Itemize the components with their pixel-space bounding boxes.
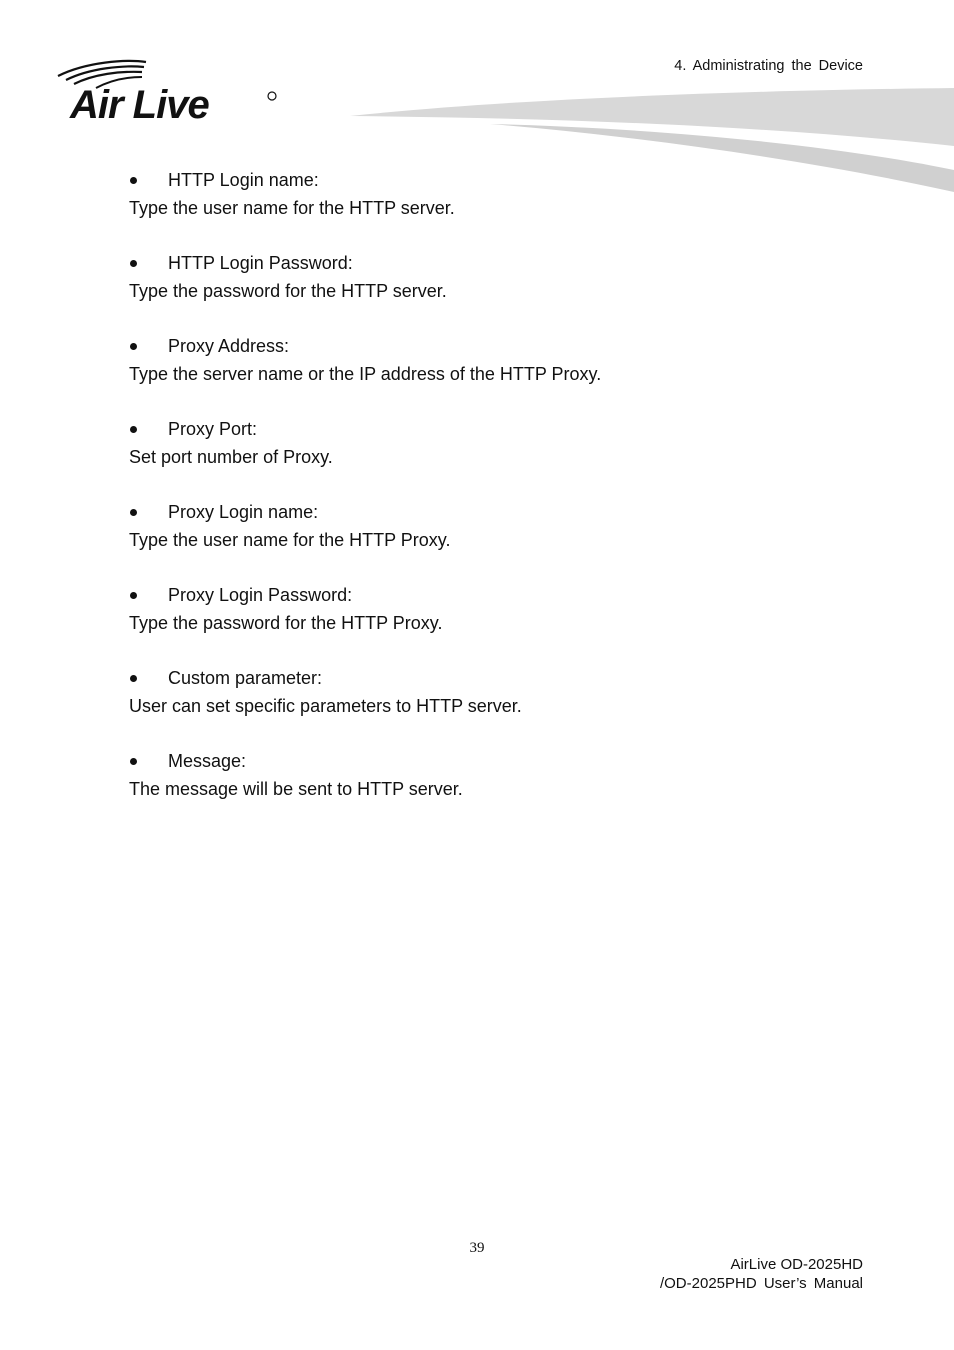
list-item xyxy=(129,333,869,389)
item-term: HTTP Login name: xyxy=(168,170,319,190)
item-term: Proxy Login name: xyxy=(168,502,319,522)
settings-description-list xyxy=(129,167,869,831)
item-description: Type the user name for the HTTP Proxy. xyxy=(129,530,451,550)
bullet-icon xyxy=(130,426,137,433)
item-description: Type the server name or the IP address of the HTTP Proxy. xyxy=(129,364,602,384)
bullet-icon xyxy=(130,675,137,682)
bullet-icon xyxy=(130,509,137,516)
airlive-logo xyxy=(56,58,282,126)
item-term: Custom parameter: xyxy=(168,668,323,688)
item-description: Type the password for the HTTP server. xyxy=(129,281,447,301)
bullet-icon xyxy=(130,758,137,765)
list-item xyxy=(129,748,869,804)
item-term: HTTP Login Password: xyxy=(168,253,353,273)
bullet-icon xyxy=(130,260,137,267)
bullet-icon xyxy=(130,177,137,184)
list-item xyxy=(129,167,869,223)
item-description: Set port number of Proxy. xyxy=(129,447,333,467)
page-number: 39 xyxy=(469,1240,485,1256)
list-item xyxy=(129,665,869,721)
item-description: Type the user name for the HTTP server. xyxy=(129,198,455,218)
list-item xyxy=(129,582,869,638)
footer-line-2: /OD-2025PHD User’s Manual xyxy=(659,1275,863,1292)
list-item xyxy=(129,499,869,555)
list-item xyxy=(129,250,869,306)
item-term: Message: xyxy=(168,751,247,771)
item-description: User can set specific parameters to HTTP server. xyxy=(129,696,522,716)
list-item xyxy=(129,416,869,472)
item-description: The message will be sent to HTTP server. xyxy=(129,779,463,799)
item-term: Proxy Login Password: xyxy=(168,585,353,605)
item-term: Proxy Port: xyxy=(168,419,258,439)
footer-manual-title xyxy=(660,1255,863,1293)
footer-line-1: AirLive OD-2025HD xyxy=(730,1256,863,1273)
chapter-title: 4. Administrating the Device xyxy=(674,58,863,74)
logo-wordmark: Air Live xyxy=(70,83,209,126)
bullet-icon xyxy=(130,592,137,599)
item-description: Type the password for the HTTP Proxy. xyxy=(129,613,443,633)
bullet-icon xyxy=(130,343,137,350)
item-term: Proxy Address: xyxy=(168,336,290,356)
